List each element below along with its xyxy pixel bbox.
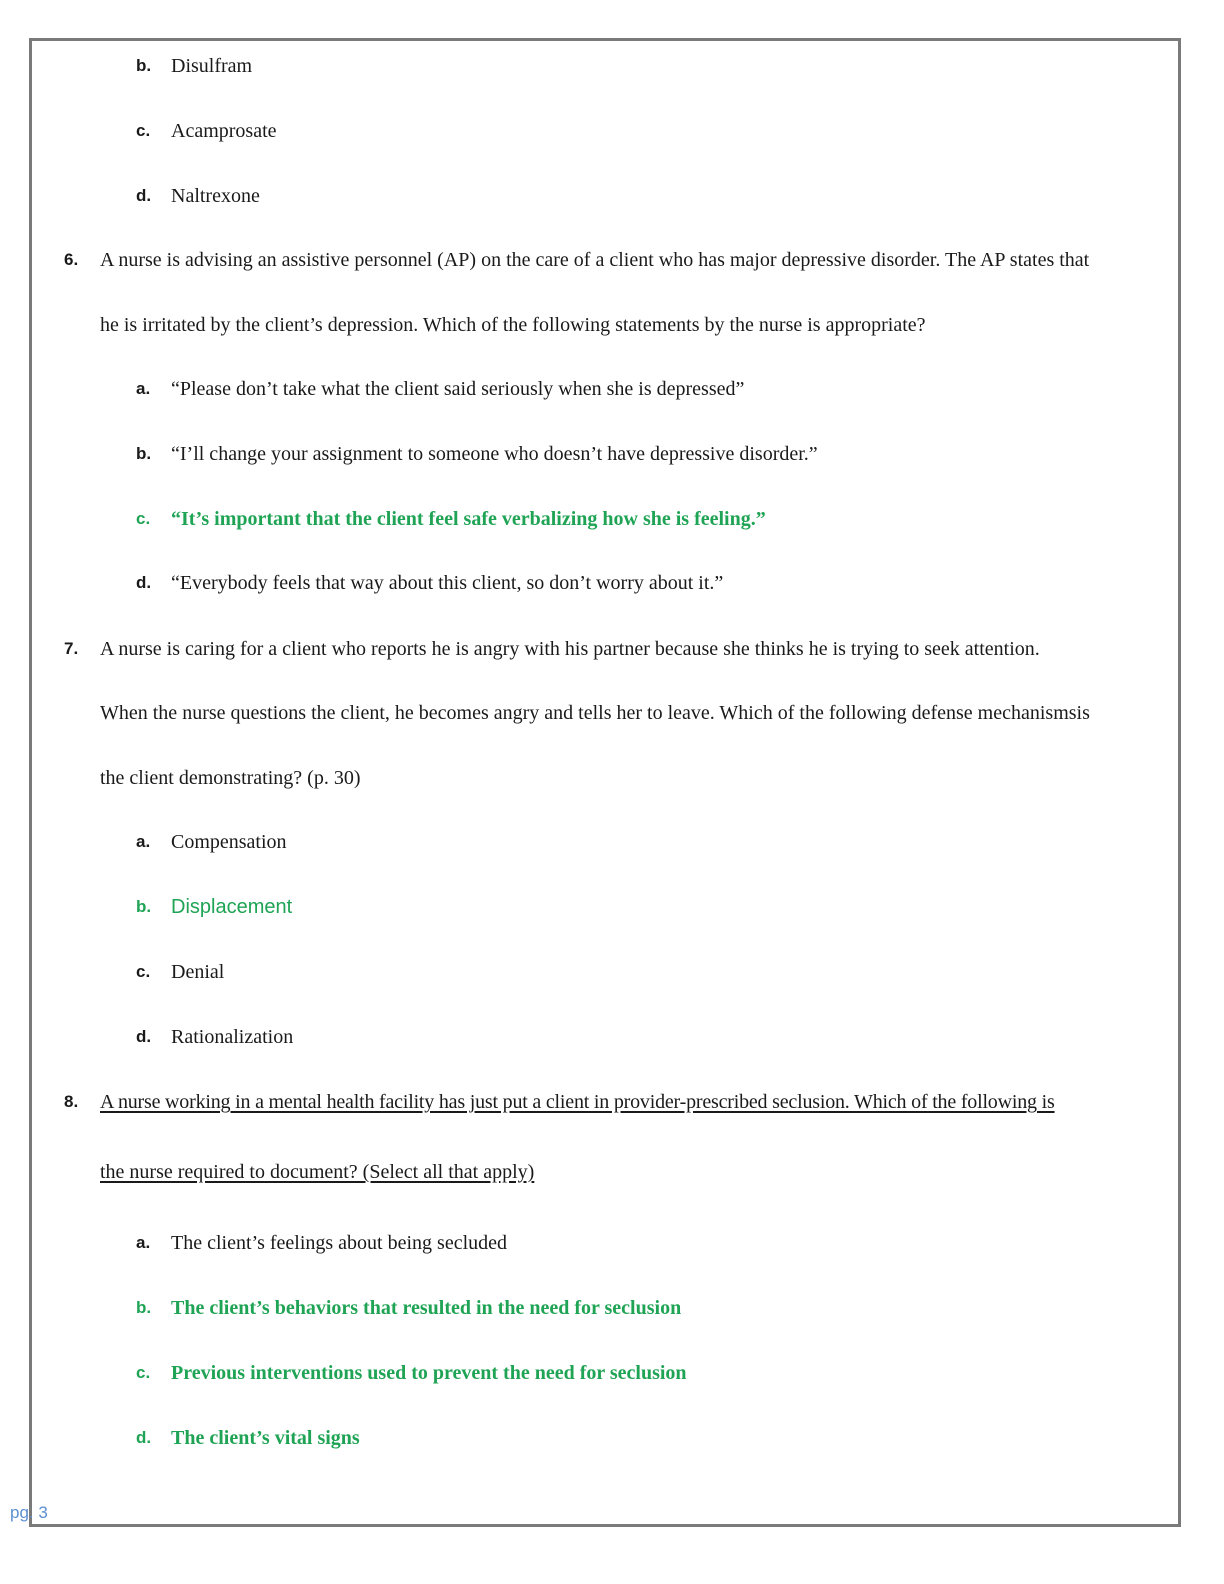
option-text: “I’ll change your assignment to someone who doesn’t have depressive disorder.” <box>171 443 818 465</box>
option-text: Rationalization <box>171 1026 294 1048</box>
question-number: 7. <box>64 639 79 658</box>
option-text: “Please don’t take what the client said seriously when she is depressed” <box>171 378 745 400</box>
correct-option-text: The client’s vital signs <box>171 1427 360 1449</box>
option-letter: b. <box>136 56 152 75</box>
correct-option-letter: b. <box>136 897 152 916</box>
option-letter: a. <box>136 379 151 398</box>
question-text-line: the nurse required to document? (Select all that apply) <box>100 1161 535 1183</box>
option-letter: d. <box>136 573 152 592</box>
question-text-line: the client demonstrating? (p. 30) <box>100 767 361 789</box>
option-letter: c. <box>136 962 151 981</box>
option-letter: d. <box>136 186 152 205</box>
page-number: pg. 3 <box>10 1503 48 1522</box>
correct-option-text: Previous interventions used to prevent the need for seclusion <box>171 1362 687 1384</box>
question-text-line: When the nurse questions the client, he becomes angry and tells her to leave. Which of the following defense mechanismsis <box>100 702 1090 724</box>
correct-option-text: “It’s important that the client feel safe verbalizing how she is feeling.” <box>171 508 766 530</box>
question-text-line: A nurse working in a mental health facility has just put a client in provider-prescribed seclusion. Which of the following is <box>100 1091 1055 1113</box>
option-letter: d. <box>136 1027 152 1046</box>
correct-option-text: The client’s behaviors that resulted in the need for seclusion <box>171 1297 682 1319</box>
option-text: Denial <box>171 961 225 983</box>
option-letter: a. <box>136 832 151 851</box>
question-number: 8. <box>64 1092 79 1111</box>
correct-option-text: Displacement <box>171 896 293 918</box>
option-text: The client’s feelings about being secluded <box>171 1232 508 1254</box>
question-number: 6. <box>64 250 79 269</box>
question-text-line: he is irritated by the client’s depression. Which of the following statements by the nurse is appropriate? <box>100 314 926 336</box>
question-text-line: A nurse is advising an assistive personnel (AP) on the care of a client who has major depressive disorder. The AP states that <box>100 249 1090 271</box>
option-text: Disulfram <box>171 55 253 77</box>
option-letter: c. <box>136 121 151 140</box>
option-text: Naltrexone <box>171 185 260 207</box>
correct-option-letter: d. <box>136 1428 152 1447</box>
question-text-line: A nurse is caring for a client who reports he is angry with his partner because she thinks he is trying to seek attention. <box>100 638 1040 660</box>
option-letter: a. <box>136 1233 151 1252</box>
correct-option-letter: b. <box>136 1298 152 1317</box>
correct-option-letter: c. <box>136 1363 151 1382</box>
option-text: Compensation <box>171 831 287 853</box>
correct-option-letter: c. <box>136 509 151 528</box>
option-text: “Everybody feels that way about this client, so don’t worry about it.” <box>171 572 724 594</box>
option-letter: b. <box>136 444 152 463</box>
option-text: Acamprosate <box>171 120 277 142</box>
